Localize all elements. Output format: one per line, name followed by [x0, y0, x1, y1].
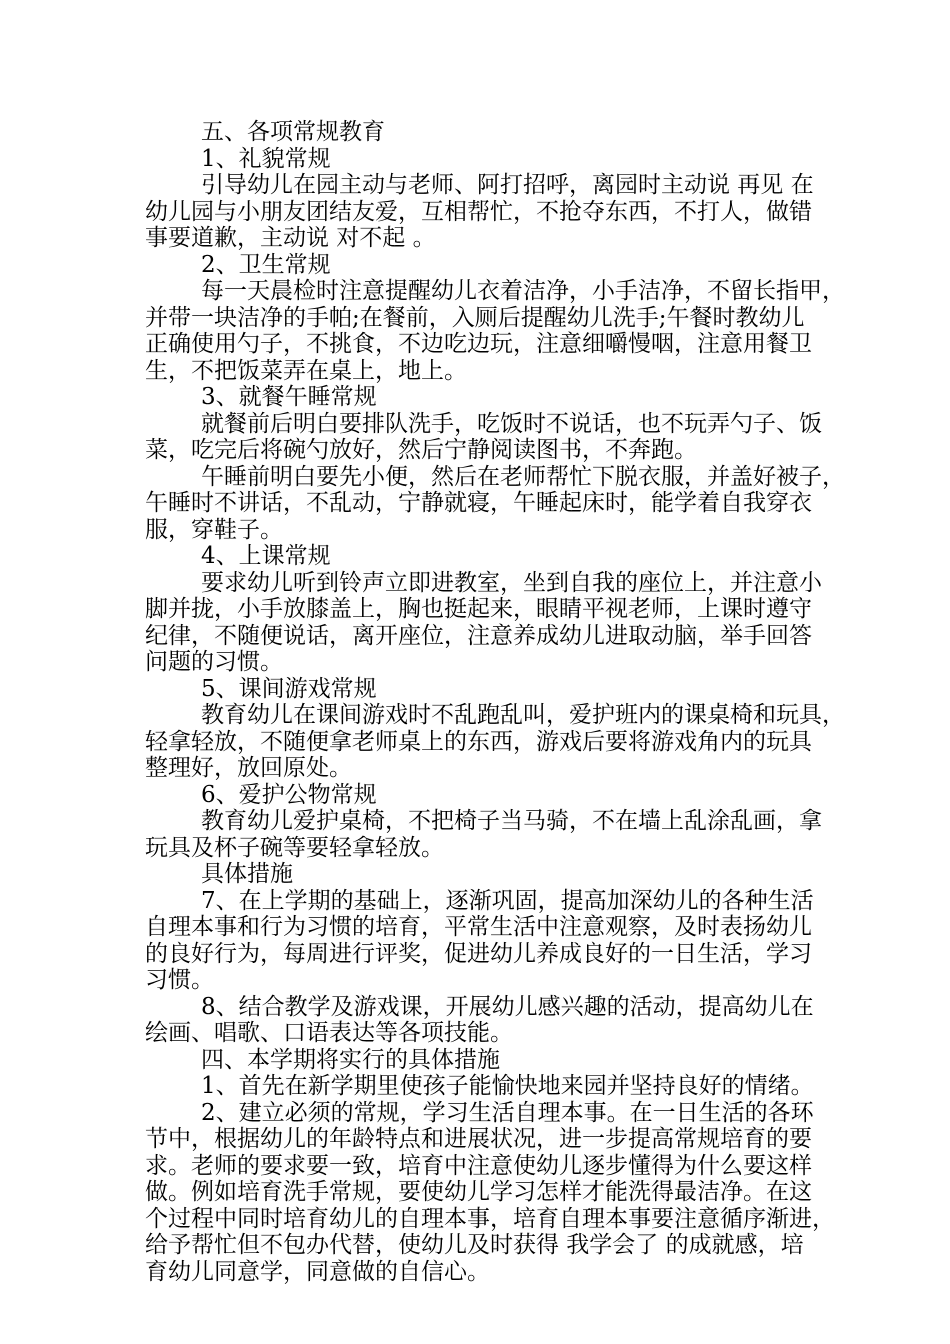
text-line: 2、建立必须的常规，学习生活自理本事。在一日生活的各环 — [201, 1099, 814, 1126]
text-line: 做。例如培育洗手常规，要使幼儿学习怎样才能洗得最洁净。在这 — [145, 1179, 812, 1205]
text-line: 每一天晨检时注意提醒幼儿衣着洁净，小手洁净，不留长指甲， — [201, 278, 845, 304]
text-line: 就餐前后明白要排队洗手，吃饭时不说话，也不玩弄勺子、饭 — [201, 410, 822, 437]
text-line: 7、在上学期的基础上，逐渐巩固，提高加深幼儿的各种生活 — [201, 887, 814, 914]
text-line: 习惯。 — [145, 967, 214, 993]
text-line: 脚并拢，小手放膝盖上，胸也挺起来，眼睛平视老师，上课时遵守 — [145, 596, 812, 622]
text-line: 具体措施 — [201, 861, 293, 887]
text-line: 轻拿轻放，不随便拿老师桌上的东西，游戏后要将游戏角内的玩具 — [145, 728, 812, 755]
text-line: 教育幼儿爱护桌椅，不把椅子当马骑，不在墙上乱涂乱画，拿 — [201, 808, 822, 834]
text-line: 6、爱护公物常规 — [201, 781, 377, 808]
text-line: 幼儿园与小朋友团结友爱，互相帮忙，不抢夺东西，不打人，做错 — [145, 198, 812, 225]
text-line: 午睡时不讲话，不乱动，宁静就寝，午睡起床时，能学着自我穿衣 — [145, 490, 812, 516]
text-line: 的良好行为，每周进行评奖，促进幼儿养成良好的一日生活，学习 — [145, 940, 812, 967]
text-line: 生，不把饭菜弄在桌上，地上。 — [145, 357, 467, 384]
text-line: 要求幼儿听到铃声立即进教室，坐到自我的座位上，并注意小 — [201, 569, 822, 596]
text-line: 午睡前明白要先小便，然后在老师帮忙下脱衣服，并盖好被子， — [201, 463, 845, 490]
text-line: 纪律，不随便说话，离开座位，注意养成幼儿进取动脑，举手回答 — [145, 622, 812, 649]
text-line: 四、本学期将实行的具体措施 — [201, 1046, 500, 1073]
text-line: 问题的习惯。 — [145, 649, 283, 675]
text-line: 并带一块洁净的手帕;在餐前，入厕后提醒幼儿洗手;午餐时教幼儿 — [145, 304, 805, 331]
text-line: 1、首先在新学期里使孩子能愉快地来园并坚持良好的情绪。 — [201, 1073, 814, 1099]
text-line: 5、课间游戏常规 — [201, 675, 377, 702]
text-line: 五、各项常规教育 — [201, 119, 385, 145]
text-line: 绘画、唱歌、口语表达等各项技能。 — [145, 1020, 513, 1046]
text-line: 8、结合教学及游戏课，开展幼儿感兴趣的活动，提高幼儿在 — [201, 993, 814, 1020]
text-line: 育幼儿同意学，同意做的自信心。 — [145, 1258, 490, 1285]
text-line: 4、上课常规 — [201, 543, 331, 569]
text-line: 自理本事和行为习惯的培育，平常生活中注意观察，及时表扬幼儿 — [145, 914, 812, 940]
text-line: 整理好，放回原处。 — [145, 755, 352, 781]
text-line: 给予帮忙但不包办代替，使幼儿及时获得 我学会了 的成就感，培 — [145, 1232, 804, 1258]
text-line: 服，穿鞋子。 — [145, 516, 283, 543]
text-line: 3、就餐午睡常规 — [201, 384, 377, 410]
document-body — [145, 119, 845, 1285]
text-line: 个过程中同时培育幼儿的自理本事，培育自理本事要注意循序渐进， — [145, 1205, 835, 1232]
text-line: 节中，根据幼儿的年龄特点和进展状况，进一步提高常规培育的要 — [145, 1126, 812, 1152]
text-line: 菜，吃完后将碗勺放好，然后宁静阅读图书，不奔跑。 — [145, 437, 697, 463]
text-line: 求。老师的要求要一致，培育中注意使幼儿逐步懂得为什么要这样 — [145, 1152, 812, 1179]
text-line: 引导幼儿在园主动与老师、阿打招呼，离园时主动说 再见 在 — [201, 172, 814, 198]
text-line: 正确使用勺子，不挑食，不边吃边玩，注意细嚼慢咽，注意用餐卫 — [145, 331, 812, 357]
text-line: 事要道歉，主动说 对不起 。 — [145, 225, 436, 251]
text-line: 教育幼儿在课间游戏时不乱跑乱叫，爱护班内的课桌椅和玩具， — [201, 702, 845, 728]
text-line: 2、卫生常规 — [201, 251, 331, 278]
text-line: 玩具及杯子碗等要轻拿轻放。 — [145, 834, 444, 861]
text-line: 1、礼貌常规 — [201, 145, 331, 172]
